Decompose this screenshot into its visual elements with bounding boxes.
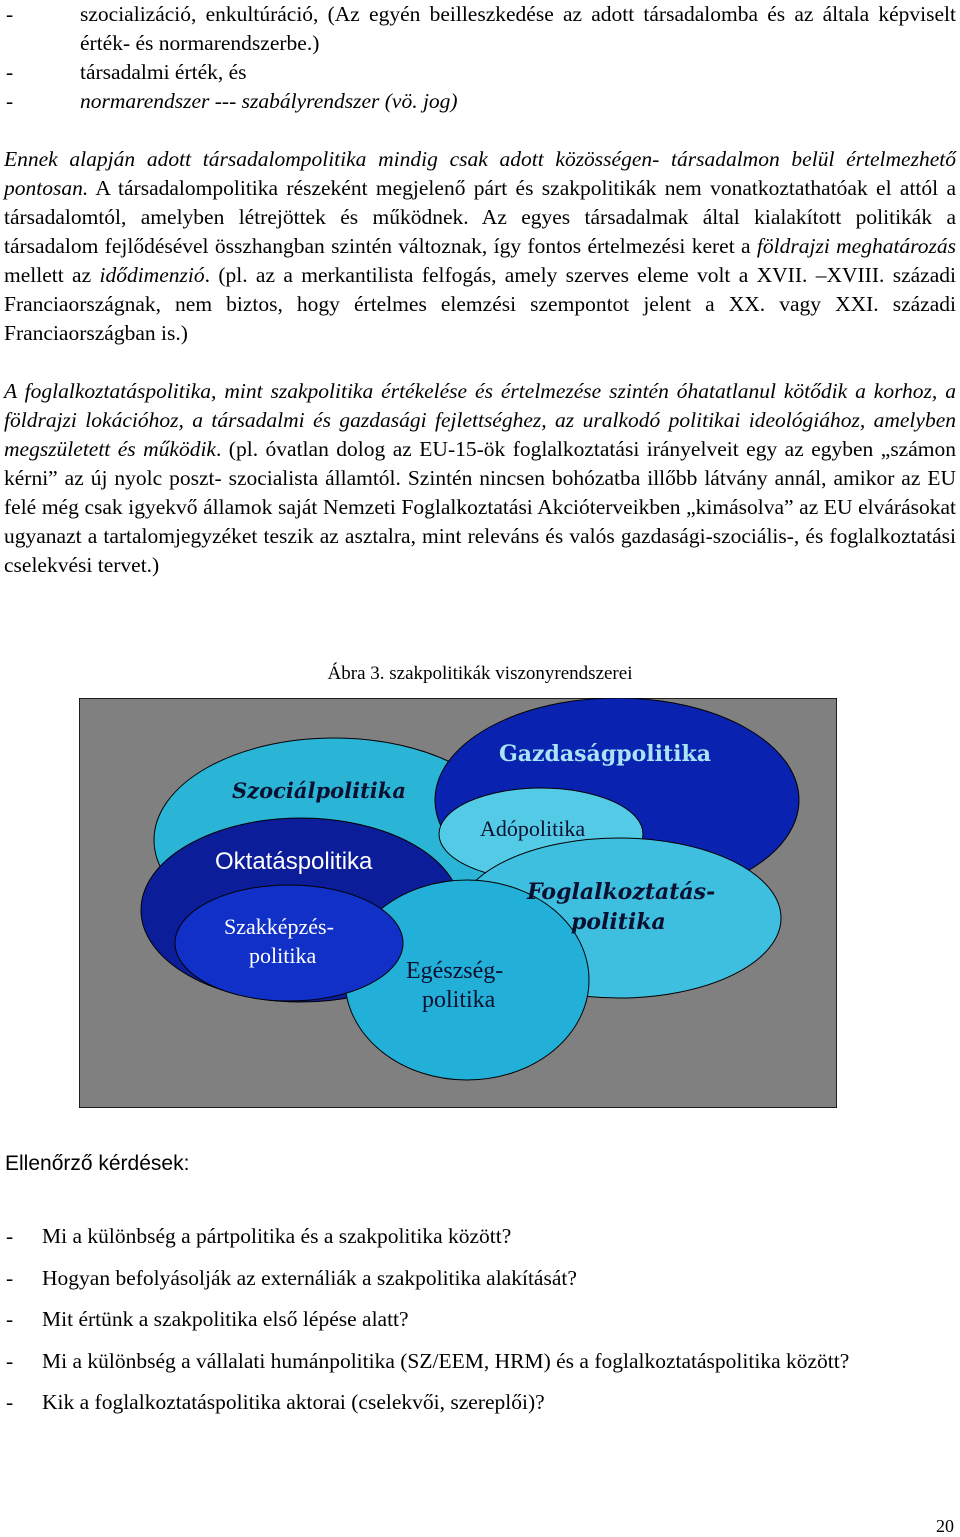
question-item: - Mit értünk a szakpolitika első lépése alatt? xyxy=(4,1305,944,1333)
question-item: - Kik a foglalkoztatáspolitika aktorai (cselekvői, szereplői)? xyxy=(4,1388,944,1416)
paragraph-context xyxy=(4,145,956,348)
question-item: - Mi a különbség a vállalati humánpolitika (SZ/EEM, HRM) és a foglalkoztatáspolitika között? xyxy=(4,1347,944,1375)
body-text: . (pl. az a merkantilista felfogás, amely szerves eleme volt a XVII. –XVIII. századi Franciaországnak, nem biztos, hogy értelmes elemzési szempontot jelent a XX. vagy XXI. századi Franciaországban is.) xyxy=(4,263,956,345)
policy-relations-diagram xyxy=(79,698,837,1108)
label-foglalkoztataspolitika-2: politika xyxy=(571,909,666,935)
label-egeszsegpolitika-1: Egészség- xyxy=(406,958,504,984)
label-oktataspolitika: Oktatáspolitika xyxy=(215,848,373,875)
list-item: - szocializáció, enkultúráció, (Az egyén beilleszkedése az adott társadalomba és az általa képviselt érték- és normarendszerbe.) xyxy=(4,0,956,58)
italic-text: idődimenzió xyxy=(99,263,205,287)
page-body xyxy=(4,0,956,580)
question-item: - Hogyan befolyásolják az externáliák a szakpolitika alakítását? xyxy=(4,1264,944,1292)
label-egeszsegpolitika-2: politika xyxy=(422,987,496,1013)
label-szocialpolitika: Szociálpolitika xyxy=(232,778,406,803)
italic-text: A foglalkoztatáspolitika, mint szakpolitika értékelése és értelmezése szintén óhatatlanul kötődik a korhoz, a földrajzi lokációhoz, a társadalmi és gazdasági fejlettséghez, az uralkodó politikai ideológiához, amelyben megszületett és működik xyxy=(4,379,956,461)
figure-caption: Ábra 3. szakpolitikák viszonyrendszerei xyxy=(327,663,633,684)
body-text: A társadalompolitika részeként megjelenő párt és szakpolitikák nem vonatkoztathatóak el attól a társadalomtól, amelyben létrejöttek és működnek. Az egyes társadalmak által kialakított politikák a társadalom fejlődésével összhangban szintén változnak, így fontos értelmezési keret a xyxy=(4,176,956,258)
label-gazdasagpolitika: Gazdaságpolitika xyxy=(499,741,711,767)
list-item: - társadalmi érték, és xyxy=(4,58,956,87)
body-text: mellett az xyxy=(4,263,100,287)
list-item: - normarendszer --- szabályrendszer (vö. jog) xyxy=(4,87,956,116)
questions-list xyxy=(4,1222,944,1430)
italic-text: Ennek alapján adott társadalompolitika mindig csak adott közösségen- társadalmon belül értelmezhető pontosan. xyxy=(4,147,956,200)
label-adopolitika: Adópolitika xyxy=(480,816,586,841)
page-number: 20 xyxy=(936,1516,954,1536)
paragraph-employment-policy xyxy=(4,377,956,580)
italic-text: földrajzi meghatározás xyxy=(756,234,956,258)
label-foglalkoztataspolitika-1: Foglalkoztatás- xyxy=(527,879,716,905)
question-item: - Mi a különbség a pártpolitika és a szakpolitika között? xyxy=(4,1222,944,1250)
body-text: . (pl. óvatlan dolog az EU-15-ök foglalkoztatási irányelveit egy az egyben „számon kérni” az új nyolc poszt- szocialista államtól. Szintén nincsen bohózatba illőbb látvány annál, amikor az EU felé még csak igyekvő államok saját Nemzeti Foglalkoztatási Akcióterveikben „kimásolva” az EU elvárásokat ugyanazt a tartalomjegyzéket teszik az asztalra, mint releváns és valós gazdasági-szociális-, és foglalkoztatási cselekvési tervet.) xyxy=(4,437,956,577)
questions-title: Ellenőrző kérdések: xyxy=(5,1152,190,1175)
label-szakkepzespolitika-2: politika xyxy=(249,943,317,968)
top-dash-list xyxy=(4,0,956,116)
label-szakkepzespolitika-1: Szakképzés- xyxy=(224,914,334,939)
